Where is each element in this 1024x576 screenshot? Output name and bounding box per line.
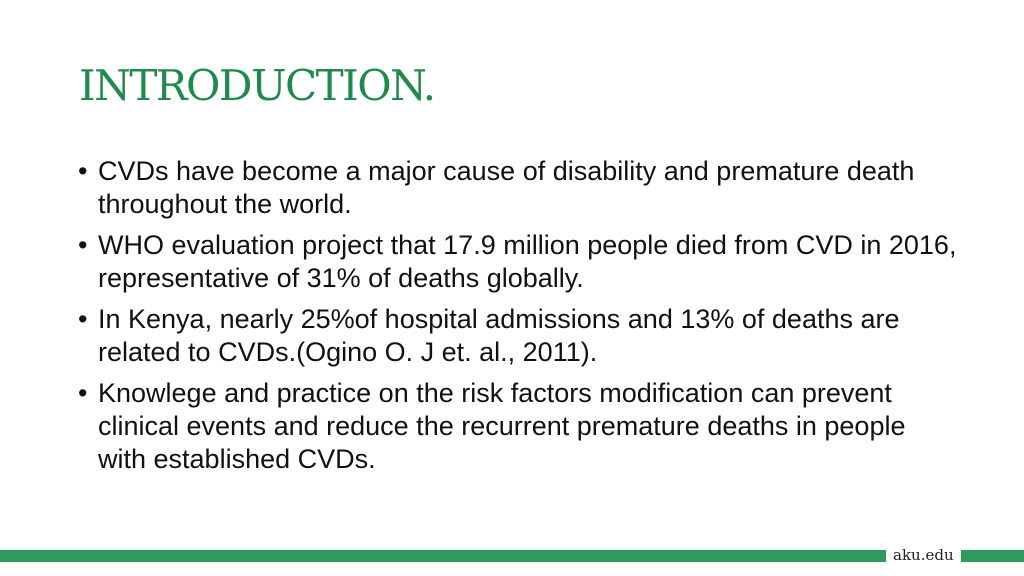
bullet-list <box>78 155 958 484</box>
bullet-text: WHO evaluation project that 17.9 million people died from CVD in 2016, representative of 31% of deaths globally. <box>98 230 957 293</box>
footer-bar-right <box>961 550 1024 562</box>
bullet-item <box>78 229 958 295</box>
bullet-text: CVDs have become a major cause of disability and premature death throughout the world. <box>98 156 915 219</box>
bullet-dot-icon: • <box>78 378 88 408</box>
bullet-item <box>78 377 958 476</box>
slide-title: INTRODUCTION. <box>79 61 435 110</box>
bullet-item <box>78 155 958 221</box>
bullet-dot-icon: • <box>78 156 88 186</box>
bullet-dot-icon: • <box>78 304 88 334</box>
bullet-text: Knowlege and practice on the risk factors modification can prevent clinical events and reduce the recurrent premature deaths in people with established CVDs. <box>98 378 906 474</box>
bullet-text: In Kenya, nearly 25%of hospital admissions and 13% of deaths are related to CVDs.(Ogino O. J et. al., 2011). <box>98 304 900 367</box>
footer-bar-left <box>0 550 886 562</box>
bullet-dot-icon: • <box>78 230 88 260</box>
bullet-item <box>78 303 958 369</box>
footer-label: aku.edu <box>893 546 954 564</box>
